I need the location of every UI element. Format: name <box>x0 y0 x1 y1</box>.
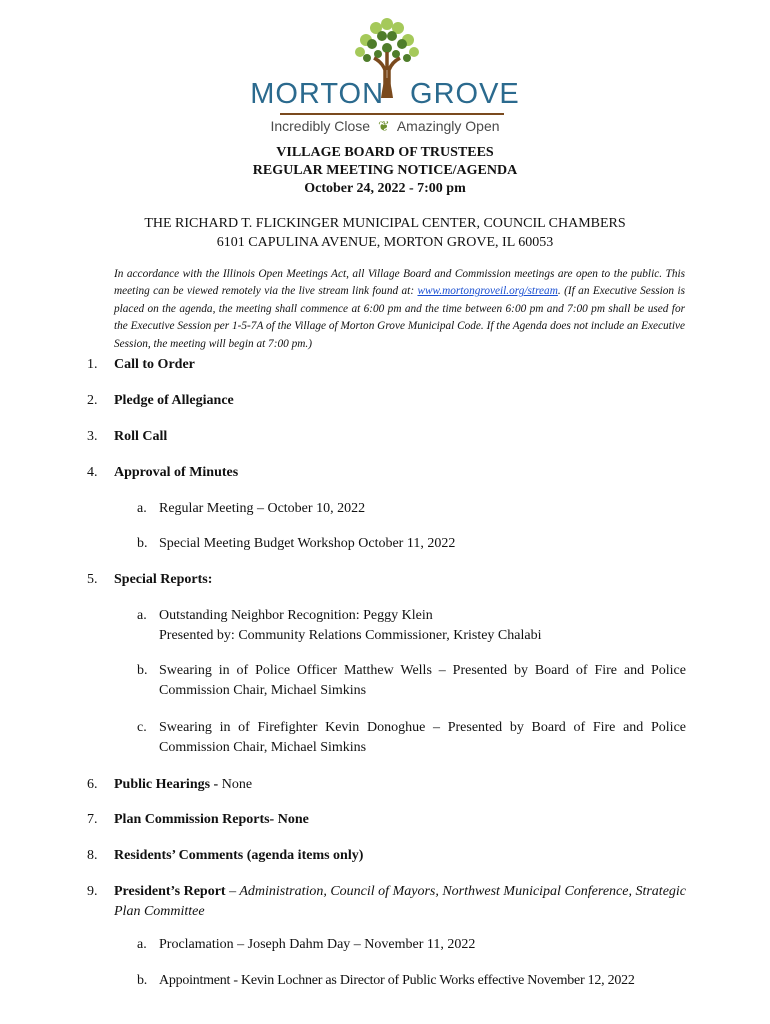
item-title-bold: Public Hearings - <box>114 777 222 792</box>
item-title <box>114 775 686 795</box>
venue-line-2: 6101 CAPULINA AVENUE, MORTON GROVE, IL 60053 <box>216 235 554 250</box>
heading-line-1: VILLAGE BOARD OF TRUSTEES <box>276 145 494 160</box>
item-number: 2. <box>87 393 98 408</box>
logo-word-grove: GROVE <box>410 78 520 110</box>
heading-line-2: REGULAR MEETING NOTICE/AGENDA <box>252 163 518 178</box>
tagline-left: Incredibly Close <box>270 118 371 134</box>
tagline-right: Amazingly Open <box>396 118 500 134</box>
item-number: 3. <box>87 429 98 444</box>
item-title: Pledge of Allegiance <box>114 393 234 408</box>
sub-item-text: Appointment - Kevin Lochner as Director of Public Works effective November 12, 2022 <box>159 973 635 988</box>
sub-item-letter: b. <box>137 973 147 988</box>
item-title: Call to Order <box>114 357 195 372</box>
logo-wordmark <box>0 78 770 111</box>
sub-item-letter: b. <box>137 536 148 551</box>
notice-text-after: . (If an Executive Session is placed on the agenda, the meeting shall commence at 6:00 pm and the time between 6:00 pm and 7:00 pm shall be used for the Executive Session per 1-5-7A of the Village of Morton Grove Municipal Code. If the Agenda does not include an Executive Session, the meeting will begin at 7:00 pm.) <box>114 285 685 350</box>
sub-item-text <box>159 606 686 646</box>
item-title: Approval of Minutes <box>114 465 239 480</box>
item-title: Residents’ Comments (agenda items only) <box>114 848 364 863</box>
item-number: 6. <box>87 777 98 792</box>
item-title: Roll Call <box>114 429 168 444</box>
sub-item-text: Regular Meeting – October 10, 2022 <box>159 501 366 516</box>
sub-item-letter: a. <box>137 501 147 516</box>
agenda-heading <box>0 144 770 198</box>
sub-item-text: Proclamation – Joseph Dahm Day – November 11, 2022 <box>159 937 476 952</box>
item-title-rest: – Administration, Council of Mayors, Northwest Municipal Conference, Strategic Plan Committee <box>114 884 687 919</box>
item-title <box>114 882 686 922</box>
item-number: 7. <box>87 812 98 827</box>
item-title: Special Reports: <box>114 572 213 587</box>
sub-item-letter: c. <box>137 720 147 735</box>
sub-item-letter: a. <box>137 608 147 623</box>
stream-link[interactable]: www.mortongroveil.org/stream <box>417 285 558 298</box>
venue-line-1: THE RICHARD T. FLICKINGER MUNICIPAL CENTER, COUNCIL CHAMBERS <box>144 216 626 231</box>
item-number: 4. <box>87 465 98 480</box>
open-meetings-notice <box>114 266 685 353</box>
heading-line-3: October 24, 2022 - 7:00 pm <box>304 181 466 196</box>
item-number: 8. <box>87 848 98 863</box>
notice-text-before: In accordance with the Illinois Open Meetings Act, all Village Board and Commission meetings are open to the public. This meeting can be viewed remotely via the live stream link found at: <box>114 268 685 298</box>
logo-rule <box>280 113 504 115</box>
logo-tagline <box>0 118 770 135</box>
sub-item-letter: b. <box>137 663 148 678</box>
sub-item-letter: a. <box>137 937 147 952</box>
morton-grove-logo <box>0 18 770 134</box>
venue-address <box>0 214 770 252</box>
sub-item-line-1: Outstanding Neighbor Recognition: Peggy Klein <box>159 608 433 623</box>
sub-item-text: Swearing in of Police Officer Matthew Wells – Presented by Board of Fire and Police Commission Chair, Michael Simkins <box>159 663 686 698</box>
sub-item-text: Swearing in of Firefighter Kevin Donoghue – Presented by Board of Fire and Police Commission Chair, Michael Simkins <box>159 720 686 755</box>
sub-item-line-2: Presented by: Community Relations Commissioner, Kristey Chalabi <box>159 628 542 643</box>
item-title-bold: President’s Report <box>114 884 226 899</box>
item-number: 1. <box>87 357 98 372</box>
leaf-icon: ❦ <box>377 118 390 134</box>
sub-item-text: Special Meeting Budget Workshop October 11, 2022 <box>159 536 456 551</box>
item-title: Plan Commission Reports- None <box>114 812 309 827</box>
logo-word-morton: MORTON <box>250 78 385 110</box>
item-number: 5. <box>87 572 98 587</box>
item-title-rest: None <box>221 777 253 792</box>
item-number: 9. <box>87 884 98 899</box>
